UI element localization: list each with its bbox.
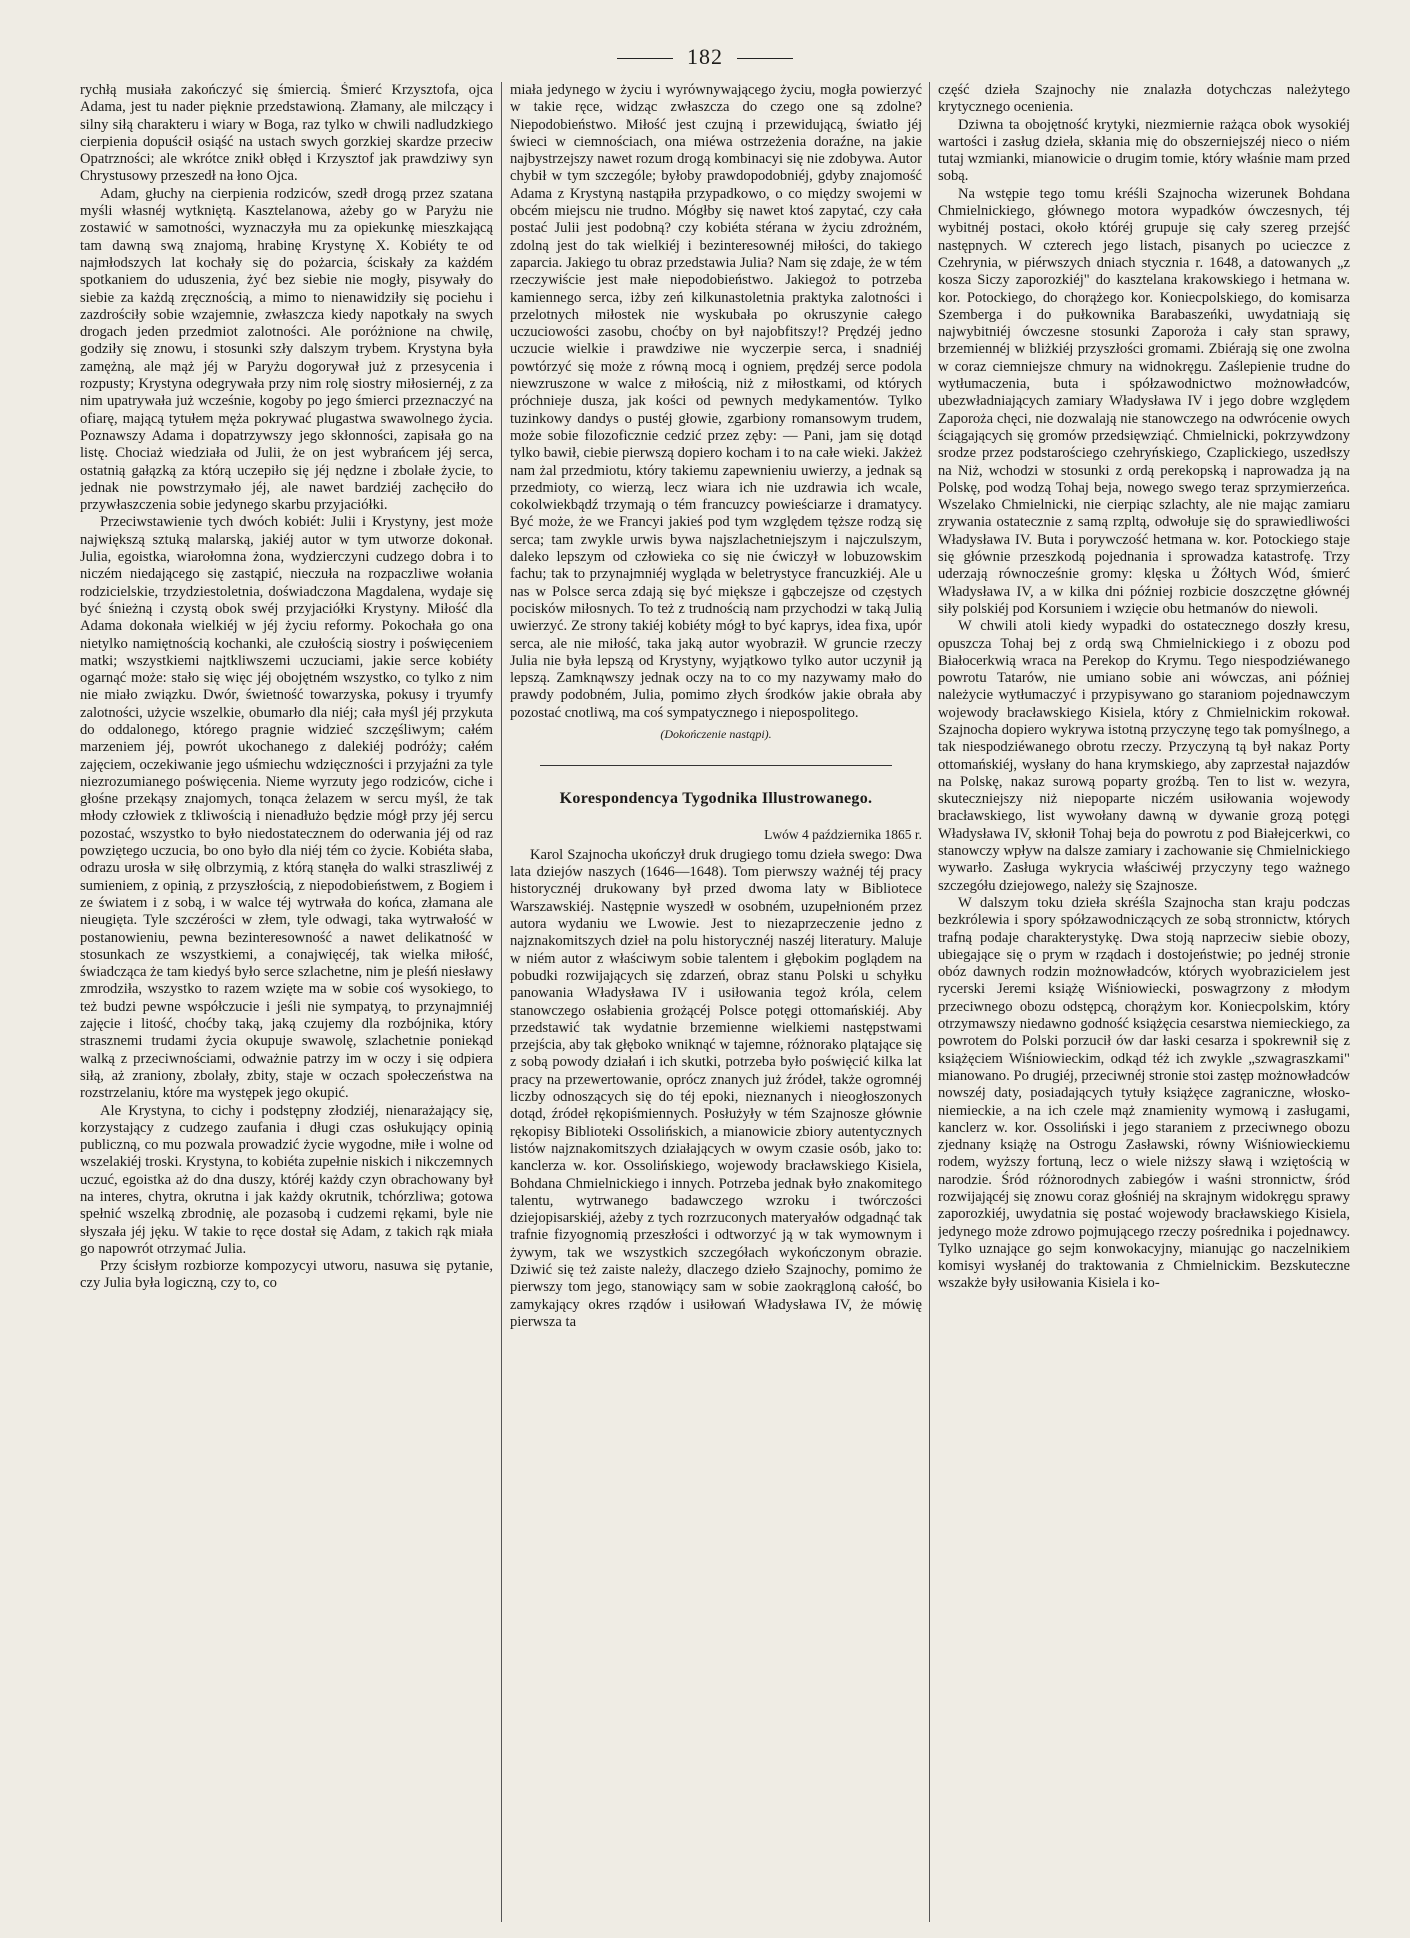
paragraph: W chwili atoli kiedy wypadki do ostatecznego doszły kresu, opuszcza Tohaj bej z ordą swą Chmielnickiego i z obozu pod Białocerkwią wraca na Perekop do Krymu. Tego niespodziéwanego powrotu Tatarów, nie umiano sobie ani wówczas, ani później należycie wytłumaczyć i przypisywano go staraniom pojednawczym wojewody bracławskiego Kisiela, który z Chmielnickim rokował. Szajnocha dopiero wykrywa istotną przyczynę tego tak pomyślnego, a tak niespodziéwanego obrotu rzeczy. Przyczyną tą był nakaz Porty ottomańskiéj, wysłany do hana krymskiego, aby zaprzestał najazdów na Polskę, nakaz surową poparty groźbą. Ten to list w. wezyra, skuteczniejszy niż niepoparte niczém usiłowania wojewody bracławskiego, list wywołany dawną w dywanie grozą potęgi Władysława IV, skłonił Tohaj beja do powrotu z pod Białejcerkwi, co stanowczy wpływ na dalsze zamiary i zachowanie się Chmielnickiego wywarło. Zasługa wykrycia właściwéj przyczyny tego ważnego szczegółu dziejowego, należy się Szajnosze. — [938, 618, 1350, 894]
column-2 — [510, 82, 922, 1922]
dateline: Lwów 4 października 1865 r. — [764, 826, 922, 842]
paragraph: Dziwna ta obojętność krytyki, niezmiernie rażąca obok wysokiéj wartości i zasług dzieła, skłania mię do obszerniejszéj nieco o niém tutaj wzmianki, mianowicie o drugim tomie, który właśnie mam przed sobą. — [938, 116, 1350, 185]
paragraph: Karol Szajnocha ukończył druk drugiego tomu dzieła swego: Dwa lata dziejów naszych (1646—1648). Tom pierwszy ważnéj téj pracy historycznéj drukowany był przed dwoma laty w Bibliotece Warszawskiéj. Następnie wyszedł w osobném, uzupełnioném przez autora wydaniu we Lwowie. Jest to niezaprzeczenie jedno z najznakomitszych dzieł na polu historycznéj naszéj literatury. Maluje w niém autor z właściwym sobie talentem i głębokim poglądem na pobudki rozwijających się zdarzeń, obraz stanu Polski u schyłku panowania Władysława IV i usiłowania tegoż króla, celem stanowczego osłabienia grożącéj Polsce potęgi ottomańskiéj. Aby przedstawić tak wydatnie brzemienne wielkiemi następstwami przejścia, aby tak głęboko wniknąć w tajemne, różnorako plątające się z sobą powody działań i ich skutki, potrzeba było poświęcić kilka lat pracy na przewertowanie, oprócz znanych już źródeł, także ogromnéj liczby odnoszących się do téj epoki, nieznanych i nieogłoszonych dotąd, źródeł rękopiśmiennych. Posłużyły w tém Szajnosze głównie rękopisy Biblioteki Ossolińskich, a mianowicie zbiory autentycznych listów najznakomitszych działających w owym czasie osób, jako to: kanclerza w. kor. Ossolińskiego, wojewody bracławskiego Kisiela, Bohdana Chmielnickiego i innych. Potrzeba jednak było znakomitego talentu, wytrwanego badawczego wzroku i twórczości dziejopisarskiéj, ażeby z tych rozrzuconych materyałów odgadnąć tak trafnie fizyognomią przeszłości i odtworzyć ją w tak wymownym i żywym, tak we wszystkich szczegółach wykończonym obrazie. Dziwić się też zaiste należy, dlaczego dzieło Szajnochy, pomimo że pierwszy tom jego, stanowiący sam w sobie zaokrągloną całość, bo zamykający okres rządów i usiłowań Władysława IV, że mówię pierwsza ta — [510, 846, 922, 1330]
paragraph: Adam, głuchy na cierpienia rodziców, szedł drogą przez szatana myśli własnéj wytkniętą. Kasztelanowa, ażeby go w Paryżu nie zostawić w samotności, wyznaczyła mu za opiekunkę mieszkającą tam dawną swą znajomą, hrabinę Krystynę X. Kobiéty te od najmłodszych lat kochały się do pożarcia, ściskały za każdém spotkaniem do uduszenia, żyć bez siebie nie mogły, pisywały do siebie za każdą zręcznością, a mimo to nienawidziły się pociehu i zazdrościły sobie wzajemnie, zwłaszcza kiedy napotkały na swych drogach jeden przedmiot zalotności. Ale poróżnione na chwilę, godziły się znowu, i stosunki szły dalszym trybem. Krystyna była zamężną, ale mąż jéj w Paryżu dogorywał już z przesycenia i rozpusty; Krystyna odegrywała przy nim rolę siostry miłosiernéj, z za nim upatrywała już wcześnie, kogoby po jego śmierci przeznaczyć na ofiarę, mającą tytułem męża pokrywać plugastwa swawolnego życia. Poznawszy Adama i dopatrzywszy jego skłonności, zapisała go na listę. Chociaż wiedziała od Julii, że on jest wybrańcem jéj serca, ostatnią gałązką za którą uczepiło się jéj nędzne i zbolałe życie, to jednak nie powstrzymało jéj, ale nawet bardziéj zachęciło do przywłaszczenia sobie jedynego skarbu przyjaciółki. — [80, 185, 493, 514]
paragraph: rychłą musiała zakończyć się śmiercią. Śmierć Krzysztofa, ojca Adama, jest tu nader pięknie przedstawioną. Złamany, ale milczący i silny siłą charakteru i wiary w Boga, raz tylko w chwili nadludzkiego cierpienia dopuścił osiąść na ustach swych gorzkiej skardze przeciw Opatrzności; ale wkrótce znikł obłęd i Krzysztof jak prawdziwy syn Chrystusowy przeszedł na łono Ojca. — [80, 82, 493, 185]
page-number-rule-right — [737, 58, 793, 59]
paragraph: W dalszym toku dzieła skréśla Szajnocha stan kraju podczas bezkrólewia i spory spółzawodniczących ze sobą stronnictw, których trafną podaje charakterystykę. Dwa stoją naprzeciw siebie obozy, ubiegające się o prym w rządach i dostojeństwie; po jednéj stronie obóz dawnych rodzin możnowładców, których wyobrazicielem jest rycerski Jeremi książę Wiśniowiecki, poswagrzony z młodym przeciwnego obozu odstępcą, chorążym kor. Koniecpolskim, który otrzymawszy niedawno godność książęcia cesarstwa niemieckiego, za powrotem do Polski porzucił ów dar łaski cesarza i spokrewnił się z książęciem Wiśniowieckim, odkąd téż ich zwykle „szwagraszkami" mianowano. Po drugiéj, przeciwnéj stronie stoi zastęp możnowładców nowszéj daty, posiadających tytuły książęce zagraniczne, włosko-niemieckie, a na ich czele mąż znamienity wymową i zasługami, kanclerz w. kor. Ossoliński i jego staraniem z przeciwnego obozu zjednany książę na Ostrogu Zasławski, równy Wiśniowieckiemu rodem, wyższy fortuną, lecz o wiele niższy sławą i wziętością w narodzie. Śród różnorodnych zabiegów i waśni stronnictw, śród rozwijającéj się znowu coraz głośniéj na skrajnym widokręgu sprawy zaporozkiéj, uwydatnia się postać wojewody bracławskiego Kisiela, jedynego może zdrowo pojmującego rzeczy pośrednika i pojednawcy. Tylko uznające go sejm konwokacyjny, mianując go naczelnikiem komisyi wysłanéj do traktowania z Chmielnickim. Bezskuteczne wszakże były usiłowania Kisiela i ko- — [938, 894, 1350, 1292]
paragraph: miała jedynego w życiu i wyrównywającego życiu, mogła powierzyć w takie ręce, widząc zwłaszcza do czego one są zdolne? Niepodobieństwo. Miłość jest czujną i przewidującą, światło jéj świeci w ciemnościach, ona miéwa ostrzeżenia doraźne, na jakie najbystrzejszy nawet rozum drogą kombinacyi się nie zdobywa. Autor chybił w tym szczególe; byłoby prawdopodobniéj, gdyby znajomość Adama z Krystyną nastąpiła przypadkowo, o co między swojemi w obcém miejscu nie trudno. Mógłby się nawet ktoś zapytać, czy cała postać Julii jest podobną? czy kobiéta stérana w życiu zdrożném, zdolną jest do tak wielkiéj i bezinteresownéj miłości, do takiego zaparcia. Jakiego tu obraz przedstawia Julia? Nam się zdaje, że w tém rzeczywiście jest małe niepodobieństwo. Jakiegoż to potrzeba kamiennego serca, iżby zeń kilkunastoletnia praktyka zalotności i przelotnych miłostek nie wyskubała po okruszynie całego uczuciowości zasobu, choćby on był najobfitszy!? Prędzéj jedno uczucie wielkie i prawdziwe nie wyczerpie serca, i snadniéj powtórzyć się może z równą mocą i ogniem, prędzéj serce podola niewzruszone w walce z miłością, niż z miłostkami, od których próchnieje dusza, jak kości od pewnych medykamentów. Tylko tuzinkowy dandys o pustéj głowie, zgarbiony romansowym trudem, może sobie filozoficznie cedzić przez zęby: — Pani, jam się dotąd tylko bawił, ciebie pierwszą dopiero kocham i to na całe wieki. Jakżeż nam żal przedmiotu, który takiemu zapewnieniu uwierzy, a jednak są przedmioty, co wierzą, lecz wiara ich nie uzdrawia ich wcale, cokolwiekbądź trzymają o tém francuzcy powieściarze i dramatycy. Być może, że we Francyi jakieś pod tym względem tęższe rodzą się serca; tam zwykle urwis bywa najszlachetniejszym i najczulszym, daleko lepszym od człowieka co się nie ćwiczył w lobuzowskim fachu; tak to przynajmniéj wygląda w beletrystyce francuzkiéj. Ale u nas w Polsce serca zdają się być miększe i gąbczejsze od częstych pocisków miłosnych. To też z trudnością nam przychodzi w taką Julią uwierzyć. Ze strony takiéj kobiéty mógł to być kaprys, idea fixa, upór serca, ale nie miłość, taka jaką autor wyobraził. W gruncie rzeczy Julia nie była lepszą od Krystyny, wyjątkowo tylko autor uczynił ją lepszą. Zamknąwszy jednak oczy na to co my nazywamy mało do prawdy podobném, Julia, pomimo złych środków jakie obrała aby pozostać cnotliwą, ma coś sympatycznego i niepospolitego. — [510, 82, 922, 721]
paragraph: Ale Krystyna, to cichy i podstępny złodziéj, nienarażający się, korzystający z cudzego zaufania i długi czas osłukujący opinią publiczną, co mu pozwala prowadzić życie wygodne, miłe i wolne od wszelakiéj troski. Krystyna, to kobiéta zupełnie niskich i nikczemnych uczuć, egoistka aż do dna duszy, któréj każdy czyn obrachowany był na interes, chytra, okrutna i jak każdy okrutnik, tchórzliwa; gotowa spełnić wszelką zbrodnię, ale pozasobą i cudzemi rękami, byle nie słyszała jéj jęku. W takie to ręce dostał się Adam, z takich rąk miała go napowrót otrzymać Julia. — [80, 1102, 493, 1257]
page-number — [0, 44, 1410, 70]
column-1 — [80, 82, 493, 1922]
column-3 — [938, 82, 1350, 1922]
paragraph: Przeciwstawienie tych dwóch kobiét: Julii i Krystyny, jest może największą sztuką malarską, jakiéj autor w tym utworze dokonał. Julia, egoistka, wiarołomna żona, wydzierczyni cudzego dobra i to niczém niedającego się zastąpić, nieczuła na rozpaczliwe wołania rodzicielskie, trzydziestoletnia, doświadczona Magdalena, wydaje się być śnieżną i czystą obok swéj przyjaciółki Krystyny. Miłość dla Adama dokonała wielkiéj w jéj życiu reformy. Pokochała go ona nietylko namiętnością kochanki, ale czułością siostry i poświęceniem matki; wszystkiemi najtkliwszemi uczuciami, jakie serce kobiéty ogarnąć może: stało się więc jéj obojętném wszystko, co tylko z nim nie miało związku. Dwór, świetność towarzyska, pokusy i tryumfy zalotności, użycie wszelkie, obumarło dla niéj; cała myśl jéj przykuta do oddalonego, którego pragnie widzieć szczęśliwym; całém marzeniem jéj, powrót ukochanego z dalekiéj podróży; całém zajęciem, oczekiwanie jego uśmiechu wdzięczności i przyjaźni za tyle niezrozumianego poświęcenia. Nieme wyrzuty jego rodziców, ciche i głośne przekąsy znajomych, tonąca żelazem w sercu myśl, że tak młody człowiek z tkliwością i nienadłużo będzie mógł przy jéj sercu pozostać, wszystko to było niedostatecznem do oderwania jéj od raz powziętego uczucia, bo ono było dla niéj tém co życie. Kobiéta słaba, odrazu urosła w siłę olbrzymią, z którą stanęła do walki straszliwéj z sumieniem, z opinią, z przyszłością, z niepodobieństwem, z Bogiem i ze światem i z sobą, i w walce téj wytrwała do końca, złamana ale nieugięta. Tyle szczérości w złem, tyle odwagi, taka wytrwałość w postanowieniu, pewna bezinteresowność a nawet delikatność w stosunkach ze wszystkiemi, a conajwięcéj, tak wielka miłość, świadcząca że tam kiedyś było serce szlachetne, nim je pleśń niesławy zmrodziła, wszystko to razem wzięte ma w sobie coś wysokiego, to też budzi pewne współczucie i jeśli nie sympatyą, to przynajmniéj zajęcie i litość, choćby taką, jaką czujemy dla rozbójnika, który strasznemi trudami życia okupuje swawolę, szlachetnie poniekąd walką z przeciwnościami, odważnie patrzy im w oczy i się odpiera siłą, aż zraniony, zbolały, zbity, staje w oczach społeczeństwa na rozstrzelaniu, które ma występek jego okupić. — [80, 514, 493, 1102]
page-number-text: 182 — [687, 44, 723, 69]
paragraph: część dzieła Szajnochy nie znalazła dotychczas należytego krytycznego ocenienia. — [938, 82, 1350, 116]
section-rule — [540, 765, 892, 766]
section-heading: Korespondencya Tygodnika Illustrowanego. — [559, 790, 873, 808]
paragraph: Przy ścisłym rozbiorze kompozycyi utworu, nasuwa się pytanie, czy Julia była logiczną, czy to, co — [80, 1258, 493, 1292]
to-be-continued-note: (Dokończenie nastąpi). — [660, 726, 772, 741]
page-number-rule-left — [617, 58, 673, 59]
column-divider — [501, 82, 502, 1922]
column-divider — [929, 82, 930, 1922]
paragraph: Na wstępie tego tomu kréśli Szajnocha wizerunek Bohdana Chmielnickiego, głównego motora wypadków ówczesnych, téj wybitnéj postaci, około któréj grupuje się cały szereg przejść następnych. W czterech jego listach, pisanych po ucieczce z Czehrynia, w piérwszych dniach stycznia r. 1648, a datowanych „z kosza Siczy zaporozkiéj" do kasztelana krakowskiego i hetmana w. kor. Potockiego, do chorążego kor. Koniecpolskiego, do komisarza Szemberga i do pułkownika Barabaszeńki, uwydatniają się najwybitniéj ówczesne stosunki Zaporoża i cały stan sprawy, brzemiennéj w bliżkiéj przyszłości gromami. Zbiérają się one zwolna w coraz ciemniejsze chmury na widnokręgu. Zaślepienie trudne do wytłumaczenia, buta i spółzawodnictwo możnowładców, ubezwładniających zamiary Władysława IV i jego dobre względem Zaporoża chęci, nie dozwalają nie stanowczego na odwrócenie owych ściągających się gromów przedsięwziąć. Chmielnicki, pokrzywdzony srodze przez podstarościego czehryńskiego, Czaplickiego, uszedłszy na Niż, wchodzi w stosunki z ordą perekopską i naprowadza ją na Polskę, pod wodzą Tohaj beja, nowego swego teraz sprzymierzeńca. Wszelako Chmielnicki, nie cierpiąc szlachty, ale nie mając zamiaru zrywania ostatecznie z samą rzpltą, odwołuje się do sprawiedliwości Władysława IV. Buta i porywczość hetmana w. kor. Potockiego staje się głównie przeszkodą pojednania i sprowadza katastrofę. Trzy uderzają równocześnie gromy: klęska u Żółtych Wód, śmierć Władysława IV, a w kilka dni później rozbicie doszczętne głównéj siły polskiéj pod Korsuniem i wzięcie obu hetmanów do niewoli. — [938, 185, 1350, 617]
